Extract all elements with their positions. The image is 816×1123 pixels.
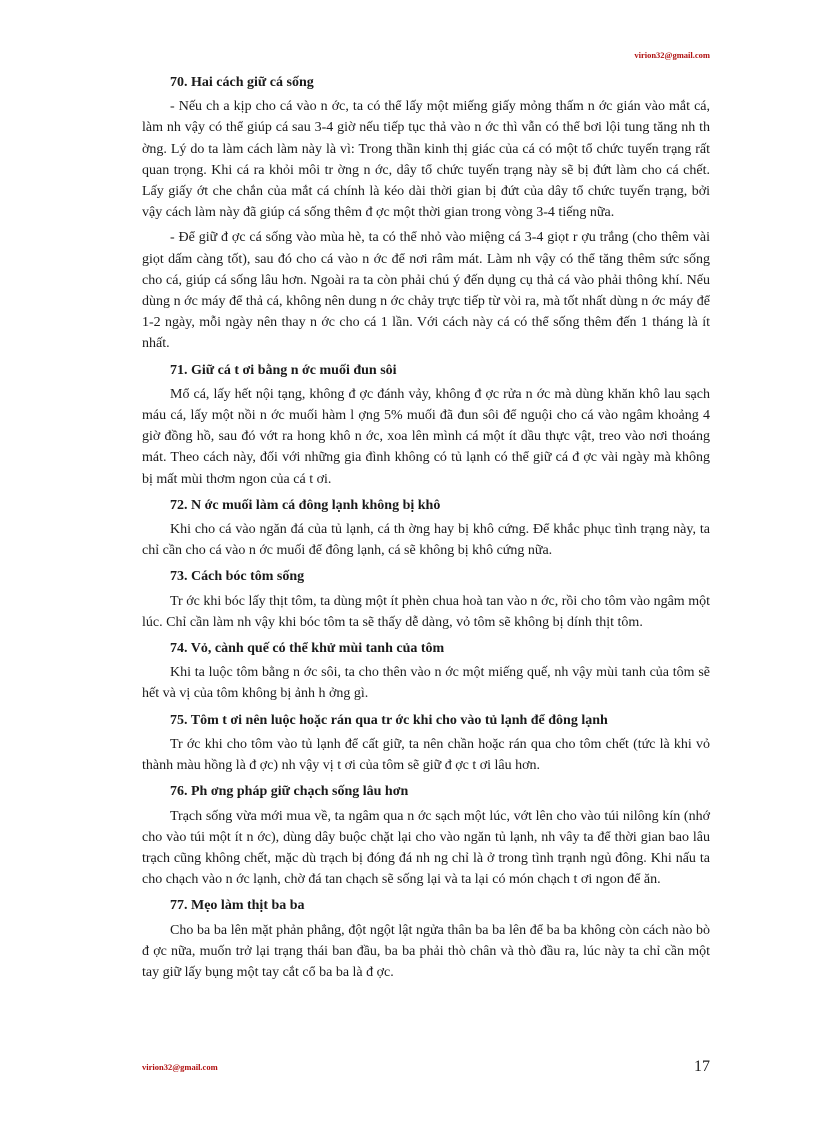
paragraph: Mổ cá, lấy hết nội tạng, không đ ợc đánh vảy, không đ ợc rửa n ớc mà dùng khăn khô lau sạch máu cá, lấy một nồi n ớc muối hàm l ợng 5% muối đã đun sôi để nguội cho cá vào ngâm khoảng 4 giờ đồng hồ, sau đó vớt ra hong khô n ớc, xoa lên mình cá một ít dầu thực vật, treo vào nơi thoáng mát. Theo cách này, đối với những gia đình không có tủ lạnh có thể giữ cá đ ợc vài ngày mà không bị mất mùi thơm ngon của cá t ơi. (142, 386, 710, 487)
document-body (142, 72, 710, 988)
header-email: virion32@gmail.com (634, 50, 710, 60)
section-heading: 70. Hai cách giữ cá sống (170, 75, 314, 90)
paragraph: Khi cho cá vào ngăn đá của tủ lạnh, cá th ờng hay bị khô cứng. Để khắc phục tình trạng này, ta chỉ cần cho cá vào n ớc muối để đông lạnh, cá sẽ không bị khô cứng nữa. (142, 522, 710, 559)
section-heading: 75. Tôm t ơi nên luộc hoặc rán qua tr ớc khi cho vào tủ lạnh để đông lạnh (170, 712, 608, 728)
paragraph: Cho ba ba lên mặt phản phẳng, đột ngột lật ngửa thân ba ba lên để ba ba không còn cách nào bò đ ợc nữa, muốn trở lại trạng thái ban đầu, ba ba phải thò chân và thò đầu ra, lúc này ta chỉ cần một tay giữ lấy bụng một tay cắt cổ ba ba là đ ợc. (142, 922, 710, 980)
paragraph: - Để giữ đ ợc cá sống vào mùa hè, ta có thể nhỏ vào miệng cá 3-4 giọt r ợu trắng (cho thêm vài giọt dấm càng tốt), sau đó cho cá vào n ớc để nơi râm mát. Làm nh vậy có thể tăng thêm sức sống cho cá, giúp cá sống lâu hơn. Ngoài ra ta còn phải chú ý đến dụng cụ thả cá vào phải thông khí. Nếu dùng n ớc máy để thả cá, không nên dung n ớc chảy trực tiếp từ vòi ra, mà tốt nhất dùng n ớc máy để 1-2 ngày, mỗi ngày nên thay n ớc cho cá 1 lần. Với cách này cá có thể sống thêm đến 1 tháng là ít nhất. (142, 230, 710, 352)
paragraph: Trạch sống vừa mới mua về, ta ngâm qua n ớc sạch một lúc, vớt lên cho vào túi nilông kín (nhớ cho vào túi một ít n ớc), dùng dây buộc chặt lại cho vào ngăn tủ lạnh, nh vây ta để thời gian bao lâu trạch cũng không chết, mặc dù trạch bị đóng đá nh ng chỉ là ở trong tình trạnh ngủ đông. Khi nấu ta cho chạch vào n ớc lạnh, chờ đá tan chạch sẽ sống lại và ta lại có món chạch t ơi ngon để ăn. (142, 808, 710, 888)
section-heading: 74. Vỏ, cành quế có thể khử mùi tanh của tôm (170, 641, 445, 657)
section-77 (142, 895, 710, 983)
section-72 (142, 495, 710, 562)
page-number: 17 (694, 1058, 710, 1075)
paragraph: Khi ta luộc tôm bằng n ớc sôi, ta cho thên vào n ớc một miếng quế, nh vậy mùi tanh của tôm sẽ hết và vị của tôm không bị ảnh h ởng gì. (142, 665, 710, 702)
section-heading: 77. Mẹo làm thịt ba ba (170, 898, 305, 914)
section-71 (142, 360, 710, 490)
paragraph: Tr ớc khi bóc lấy thịt tôm, ta dùng một ít phèn chua hoà tan vào n ớc, rồi cho tôm vào ngâm một lúc. Chỉ cần làm nh vậy khi bóc tôm ta sẽ thấy dễ dàng, vỏ tôm sẽ không bị dính thịt tôm. (142, 593, 710, 630)
section-75 (142, 710, 710, 777)
section-heading: 73. Cách bóc tôm sống (170, 569, 305, 585)
section-heading: 71. Giữ cá t ơi bằng n ớc muối đun sôi (170, 362, 397, 378)
paragraph: Tr ớc khi cho tôm vào tủ lạnh để cất giữ, ta nên chần hoặc rán qua cho tôm chết (tức là khi vỏ thành màu hồng là đ ợc) nh vậy vị t ơi của tôm sẽ giữ đ ợc t ơi lâu hơn. (142, 736, 710, 774)
section-heading: 76. Ph ơng pháp giữ chạch sống lâu hơn (170, 784, 409, 800)
footer-email: virion32@gmail.com (142, 1062, 218, 1072)
section-70 (142, 72, 710, 355)
section-74 (142, 638, 710, 705)
section-heading: 72. N ớc muối làm cá đông lạnh không bị khô (170, 497, 441, 513)
section-73 (142, 566, 710, 633)
paragraph: - Nếu ch a kịp cho cá vào n ớc, ta có thể lấy một miếng giấy mỏng thấm n ớc gián vào mắt cá, làm nh vậy có thể giúp cá sau 3-4 giờ nếu tiếp tục thả vào n ớc thì vẫn có thể bơi lội tung tăng nh th ờng. Lý do ta làm cách làm này là vì: Trong thần kinh thị giác của cá có một tổ chức tuyến trạng rất quan trọng. Khi cá ra khỏi môi tr ờng n ớc, dây tổ chức tuyến trạng này sẽ bị đứt làm cho cá chết. Lấy giấy ớt che chắn của mắt cá chính là kéo dài thời gian bị đứt của dây tổ chức tuyến trạng, bởi vậy cách làm này đã giúp cá sống thêm đ ợc một thời gian trong vòng 3-4 tiếng nữa. (142, 99, 710, 221)
section-76 (142, 781, 710, 890)
